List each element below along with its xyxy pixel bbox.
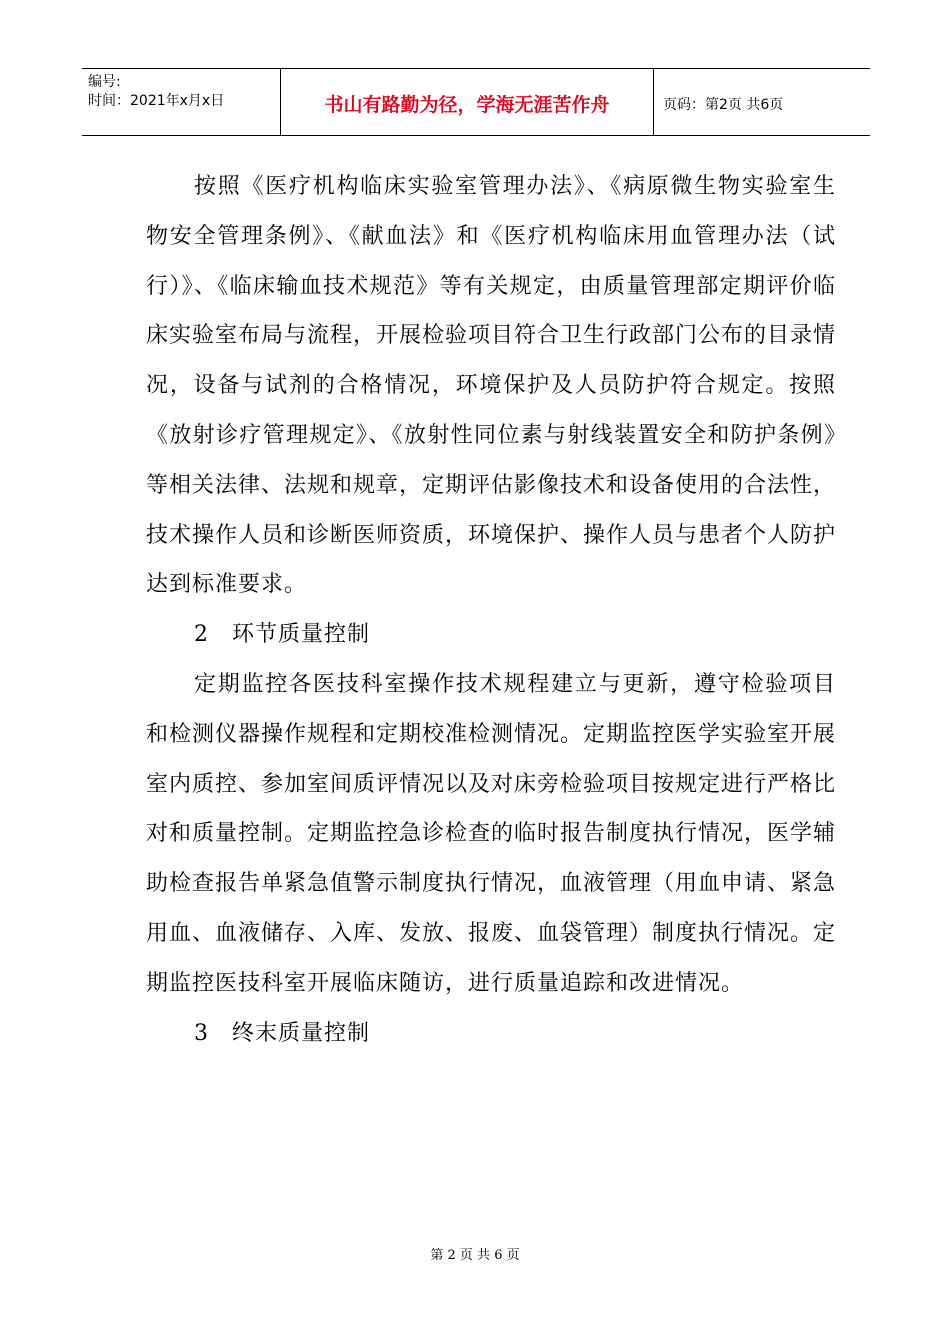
header-motto: 书山有路勤为径，学海无涯苦作舟: [281, 69, 654, 135]
header-meta: [82, 69, 281, 135]
section-number-2: 2: [194, 622, 209, 648]
date-label: 时间：2021年x月x日: [88, 93, 225, 109]
section-heading-3: [146, 1009, 836, 1059]
paragraph-1: 按照《医疗机构临床实验室管理办法》、《病原微生物实验室生物安全管理条例》、《献血法》和《医疗机构临床用血管理办法（试行）》、《临床输血技术规范》等有关规定，由质量管理部定期评价临床实验室布局与流程，开展检验项目符合卫生行政部门公布的目录情况，设备与试剂的合格情况，环境保护及人员防护符合规定。按照《放射诊疗管理规定》、《放射性同位素与射线装置安全和防护条例》等相关法律、法规和规章，定期评估影像技术和设备使用的合法性，技术操作人员和诊断医师资质，环境保护、操作人员与患者个人防护达到标准要求。: [146, 174, 837, 598]
section-number-3: 3: [194, 1020, 209, 1046]
paragraph-2: 定期监控各医技科室操作技术规程建立与更新，遵守检验项目和检测仪器操作规程和定期校准检测情况。定期监控医学实验室开展室内质控、参加室间质评情况以及对床旁检验项目按规定进行严格比对和质量控制。定期监控急诊检查的临时报告制度执行情况，医学辅助检查报告单紧急值警示制度执行情况，血液管理（用血申请、紧急用血、血液储存、入库、发放、报废、血袋管理）制度执行情况。定期监控医技科室开展临床随访，进行质量追踪和改进情况。: [146, 671, 837, 996]
document-body: [146, 162, 836, 1058]
code-label: 编号:: [88, 74, 121, 90]
page-header: [82, 68, 870, 136]
page-footer: 第 2 页 共 6 页: [430, 1248, 520, 1263]
section-title-3: 终末质量控制: [232, 1020, 371, 1046]
section-title-2: 环节质量控制: [232, 622, 371, 648]
section-heading-2: [146, 610, 836, 660]
header-page-code: 页码：第2页 共6页: [663, 96, 784, 113]
